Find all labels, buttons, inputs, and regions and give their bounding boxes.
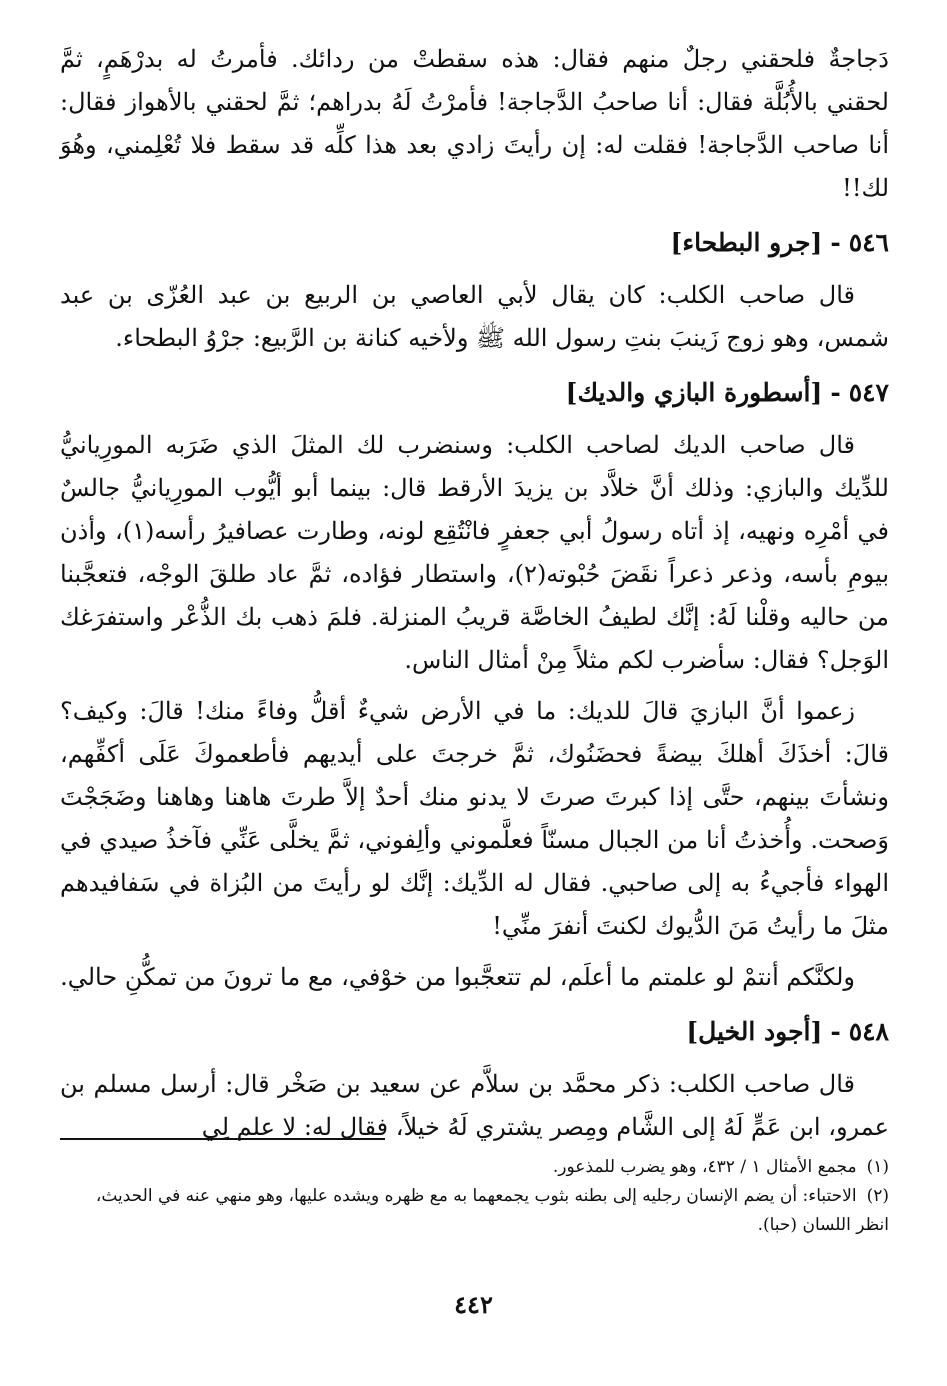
footnote-number: (٢): [866, 1186, 889, 1206]
section-number: ٥٤٨: [848, 1017, 889, 1046]
page-number: ٤٤٢: [454, 1290, 493, 1319]
footnote-2: [60, 1182, 889, 1240]
section-number: ٥٤٦: [848, 228, 889, 257]
section-separator: -: [830, 228, 841, 257]
section-separator: -: [830, 378, 841, 407]
section-separator: -: [830, 1017, 841, 1046]
section-heading-548: [60, 1011, 889, 1053]
footnote-text: مجمع الأمثال ١ / ٤٣٢، وهو يضرب للمذعور.: [552, 1157, 857, 1177]
paragraph-546: قال صاحب الكلب: كان يقال لأبي العاصي بن الربيع بن عبد العُزّى بن عبد شمس، وهو زوج زَينبَ بنتِ رسول الله ﷺ ولأخيه كنانة بن الرَّبيع: جرْوُ البطحاء.: [60, 281, 889, 352]
section-heading-546: [60, 222, 889, 264]
paragraph-547-c: ولكنَّكم أنتمْ لو علمتم ما أعلَم، لم تتعجَّبوا من خوْفي، مع ما ترونَ من تمكُّنِ حالي.: [60, 963, 855, 991]
section-number: ٥٤٧: [848, 378, 889, 407]
section-heading-547: [60, 372, 889, 414]
paragraph-547-b: زعموا أنَّ البازيَ قالَ للديك: ما في الأرض شيءٌ أقلُّ وفاءً منك! قالَ: وكيف؟ قالَ: أخذَكَ أهلكَ بيضةً فحضَنُوك، ثمَّ خرجتَ على أيديهم فأطعموكَ عَلَى أكفِّهم، ونشأتَ بينهم، حتَّى إذا كبرتَ صرتَ لا يدنو منك أحدٌ إلاَّ طرتَ هاهنا وهاهنا وضَجَجْتَ وَصحت. وأُخذتُ أنا من الجبال مسنّاً فعلَّموني وألِفوني، ثمَّ يخلَّى عَنِّي فآخذُ صيدي في الهواء فأجيءُ به إلى صاحبي. فقال له الدِّيك: إنَّك لو رأيتَ من البُزاة في سَفافيدهم مثلَ ما رأيتُ مَنَ الدُّيوك لكنتَ أنفرَ منِّي!: [60, 697, 890, 940]
section-title: [أجود الخيل]: [686, 1017, 823, 1046]
footnote-1: [60, 1153, 889, 1182]
paragraph-548: قال صاحب الكلب: ذكر محمَّد بن سلاَّم عن سعيد بن صَخْر قال: أرسل مسلم بن عمرو، ابن عَمٍّ لَهُ إلى الشَّام ومِصر يشتري لَهُ خيلاً، فقال له: لا علم لِي: [60, 1070, 889, 1141]
section-title: [جرو البطحاء]: [670, 228, 823, 257]
paragraph-continued: دَجاجةٌ فلحقني رجلٌ منهم فقال: هذه سقطتْ من ردائك. فأمرتُ له بدرْهَمٍ، ثمَّ لحقني بالأُبُلَّة فقال: أنا صاحبُ الدَّجاجة! فأمرْتُ لَهُ بدراهم؛ ثمَّ لحقني بالأهواز فقال: أنا صاحب الدَّجاجة! فقلت له: إن رأيتَ زادي بعد هذا كلِّه قد سقط فلا تُعْلِمني، وهُوَ لك!!: [60, 45, 889, 202]
footnote-number: (١): [866, 1157, 889, 1177]
section-title: [أسطورة البازي والديك]: [565, 378, 823, 407]
paragraph-547-a: قال صاحب الديك لصاحب الكلب: وسنضرب لك المثلَ الذي ضَرَبه المورِيانيُّ للدِّيك والبازي: وذلك أنَّ خلاَّد بن يزيدَ الأرقط قال: بينما أبو أيُّوب المورِيانيُّ جالسٌ في أمْرِه ونهيه، إذ أتاه رسولُ أبي جعفرٍ فانْتُقِع لونه، وطارت عصافيرُ رأسه(١)، وأذن بيومِ بأسه، وذعر ذعراً نقَضَ حُبْوته(٢)، واستطار فؤاده، ثمَّ عاد طلقَ الوجْه، فتعجَّبنا من حاليه وقلْنا لَهُ: إنَّك لطيفُ الخاصَّة قريبُ المنزلة. فلمَ ذهب بك الذُّعْر واستفرَغك الوَجل؟ فقال: سأضرب لكم مثلاً مِنْ أمثال الناس.: [60, 431, 890, 674]
footnote-divider: [60, 1138, 385, 1140]
footnote-text: الاحتباء: أن يضم الإنسان رجليه إلى بطنه بثوب يجمعهما به مع ظهره ويشده عليها، وهو منهي عنه في الحديث، انظر اللسان (حبا).: [95, 1186, 889, 1235]
footnotes: [60, 1153, 889, 1240]
